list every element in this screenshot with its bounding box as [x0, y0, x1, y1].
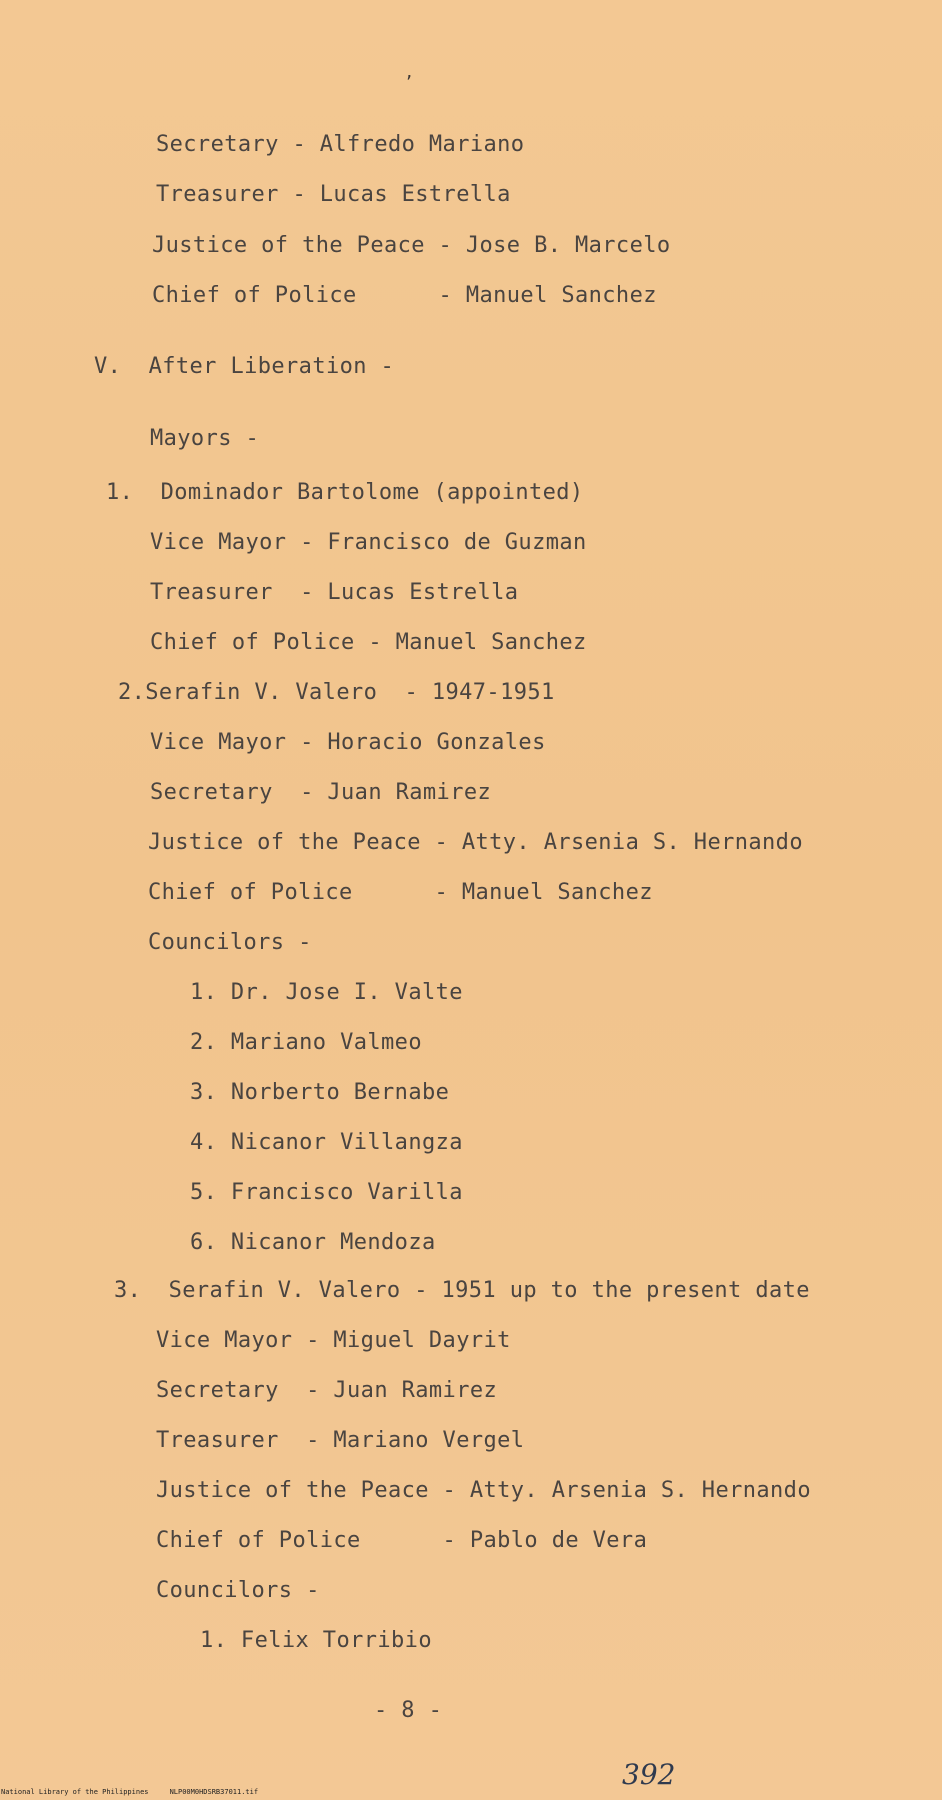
handwritten-number: 392 — [622, 1758, 676, 1791]
text-line: Chief of Police - Pablo de Vera — [156, 1528, 648, 1553]
list-item: 4. Nicanor Villangza — [190, 1130, 463, 1155]
text-line: Chief of Police - Manuel Sanchez — [148, 880, 653, 905]
list-item: 2. Mariano Valmeo — [190, 1030, 422, 1055]
text-line: Secretary - Alfredo Mariano — [156, 132, 525, 157]
text-line: 1. Dominador Bartolome (appointed) — [106, 480, 584, 505]
text-line: Treasurer - Mariano Vergel — [156, 1428, 525, 1453]
text-line: Treasurer - Lucas Estrella — [150, 580, 519, 605]
archive-footer: National Library of the Philippines NLP00M0HDSRB37011.tif — [1, 1788, 259, 1796]
text-line: Justice of the Peace - Atty. Arsenia S. Hernando — [156, 1478, 811, 1503]
text-line: Chief of Police - Manuel Sanchez — [150, 630, 587, 655]
text-line: Councilors - — [148, 930, 312, 955]
page-number: - 8 - — [374, 1698, 443, 1723]
text-line: Vice Mayor - Francisco de Guzman — [150, 530, 587, 555]
text-line: Secretary - Juan Ramirez — [156, 1378, 498, 1403]
text-line: Mayors - — [150, 426, 260, 451]
list-item: 6. Nicanor Mendoza — [190, 1230, 436, 1255]
text-line: Vice Mayor - Horacio Gonzales — [150, 730, 546, 755]
top-mark: ’ — [404, 72, 414, 91]
text-line: Justice of the Peace - Atty. Arsenia S. Hernando — [148, 830, 803, 855]
text-line: 3. Serafin V. Valero - 1951 up to the present date — [114, 1278, 810, 1303]
text-line: Vice Mayor - Miguel Dayrit — [156, 1328, 511, 1353]
text-line: 2.Serafin V. Valero - 1947-1951 — [118, 680, 555, 705]
list-item: 1. Dr. Jose I. Valte — [190, 980, 463, 1005]
text-line: Secretary - Juan Ramirez — [150, 780, 492, 805]
text-line: Councilors - — [156, 1578, 320, 1603]
text-line: Treasurer - Lucas Estrella — [156, 182, 511, 207]
text-line: Chief of Police - Manuel Sanchez — [152, 283, 657, 308]
list-item: 3. Norberto Bernabe — [190, 1080, 450, 1105]
list-item: 1. Felix Torribio — [200, 1628, 432, 1653]
text-line: Justice of the Peace - Jose B. Marcelo — [152, 233, 671, 258]
list-item: 5. Francisco Varilla — [190, 1180, 463, 1205]
section-heading: V. After Liberation - — [94, 354, 395, 379]
